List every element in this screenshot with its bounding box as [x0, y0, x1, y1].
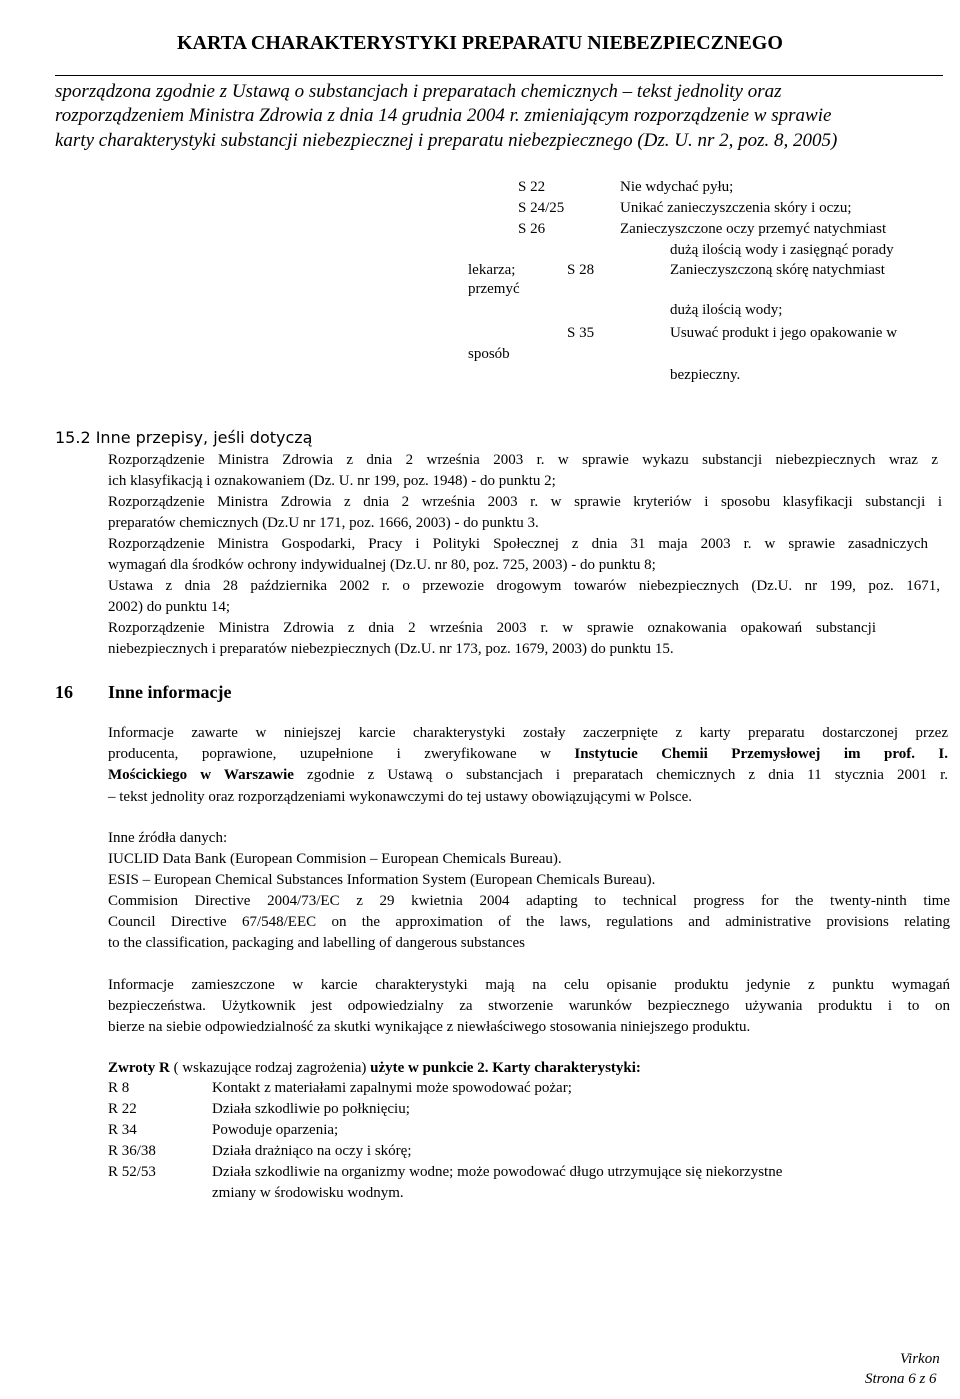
s22-code: S 22 — [518, 179, 546, 195]
regulation-line: wymagań dla środków ochrony indywidualnej (Dz.U. nr 80, poz. 725, 2003) - do punktu 8; — [108, 557, 656, 573]
header-rule — [55, 75, 943, 76]
sposob-text: sposób — [468, 346, 510, 362]
regulation-line: Ustawa z dnia 28 października 2002 r. o przewozie drogowym towarów niebezpiecznych (Dz.U. nr 199, poz. 1671, — [108, 578, 940, 594]
disclaimer-line: bierze na siebie odpowiedzialność za skutki wynikające z niewłaściwego stosowania niniejszego produktu. — [108, 1019, 751, 1035]
r22-text: Działa szkodliwie po połknięciu; — [212, 1101, 410, 1117]
r3638-text: Działa drażniąco na oczy i skórę; — [212, 1143, 412, 1159]
disclaimer-line: Informacje zamieszczone w karcie charakterystyki mają na celu opisanie produktu jedynie z punktu wymagań — [108, 977, 950, 993]
r8-text: Kontakt z materiałami zapalnymi może spowodować pożar; — [212, 1080, 572, 1096]
r5253-continuation: zmiany w środowisku wodnym. — [212, 1185, 404, 1201]
regulation-line: 2002) do punktu 14; — [108, 599, 231, 615]
institute-name: Instytucie Chemii Przemysłowej im prof. I. — [574, 746, 948, 762]
s35-text: Usuwać produkt i jego opakowanie w — [670, 325, 898, 341]
r5253-code: R 52/53 — [108, 1164, 156, 1180]
s26-continuation: dużą ilością wody i zasięgnąć porady — [670, 242, 894, 258]
header-subtitle-line-2: rozporządzeniem Ministra Zdrowia z dnia 14 grudnia 2004 r. zmieniającym rozporządzenie w sprawie — [55, 105, 832, 126]
s35-code: S 35 — [567, 325, 595, 341]
r8-code: R 8 — [108, 1080, 130, 1096]
regulation-line: preparatów chemicznych (Dz.U nr 171, poz. 1666, 2003) - do punktu 3. — [108, 515, 539, 531]
s28-text: Zanieczyszczoną skórę natychmiast — [670, 262, 885, 278]
regulation-line: Rozporządzenie Ministra Zdrowia z dnia 2 września 2003 r. w sprawie kryteriów i sposobu klasyfikacji substancji i — [108, 494, 942, 510]
footer-company: Virkon — [900, 1351, 940, 1367]
r34-code: R 34 — [108, 1122, 137, 1138]
przemyc-text: przemyć — [468, 281, 520, 297]
header-subtitle-line-1: sporządzona zgodnie z Ustawą o substancjach i preparatach chemicznych – tekst jednolity oraz — [55, 81, 782, 102]
s28-continuation: dużą ilością wody; — [670, 302, 783, 318]
footer-page-number: Strona 6 z 6 — [865, 1371, 937, 1387]
s26-code: S 26 — [518, 221, 546, 237]
info-paragraph-line: Mościckiego w Warszawie zgodnie z Ustawą o substancjach i preparatach chemicznych z dnia 11 stycznia 2001 r. — [108, 767, 948, 783]
r34-text: Powoduje oparzenia; — [212, 1122, 339, 1138]
source-item: Council Directive 67/548/EEC on the approximation of the laws, regulations and administrative provisions relating — [108, 914, 950, 930]
regulation-line: ich klasyfikacją i oznakowaniem (Dz. U. nr 199, poz. 1948) - do punktu 2; — [108, 473, 556, 489]
info-paragraph-line: Informacje zawarte w niniejszej karcie charakterystyki zostały zaczerpnięte z karty preparatu dostarczonej przez — [108, 725, 948, 741]
regulation-line: Rozporządzenie Ministra Zdrowia z dnia 2 września 2003 r. w sprawie wykazu substancji niebezpiecznych wraz z — [108, 452, 938, 468]
s2425-text: Unikać zanieczyszczenia skóry i oczu; — [620, 200, 852, 216]
s26-text: Zanieczyszczone oczy przemyć natychmiast — [620, 221, 887, 237]
source-item: Commision Directive 2004/73/EC z 29 kwietnia 2004 adapting to technical progress for the twenty-ninth time — [108, 893, 950, 909]
regulation-line: niebezpiecznych i preparatów niebezpiecznych (Dz.U. nr 173, poz. 1679, 2003) do punktu 15. — [108, 641, 674, 657]
r5253-text: Działa szkodliwie na organizmy wodne; może powodować długo utrzymujące się niekorzystne — [212, 1164, 783, 1180]
info-paragraph-line: producenta, poprawione, uzupełnione i zweryfikowane w Instytucie Chemii Przemysłowej im prof. I. — [108, 746, 948, 762]
r-phrases-heading: Zwroty R ( wskazujące rodzaj zagrożenia) użyte w punkcie 2. Karty charakterystyki: — [108, 1060, 641, 1076]
s2425-code: S 24/25 — [518, 200, 565, 216]
section-15-2-heading: 15.2 Inne przepisy, jeśli dotyczą — [55, 428, 313, 447]
source-item: to the classification, packaging and labelling of dangerous substances — [108, 935, 525, 951]
disclaimer-line: bezpieczeństwa. Użytkownik jest odpowiedzialny za stworzenie warunków bezpiecznego używania produktu i to on — [108, 998, 950, 1014]
header-subtitle-line-3: karty charakterystyki substancji niebezpiecznej i preparatu niebezpiecznego (Dz. U. nr 2, poz. 8, 2005) — [55, 130, 838, 151]
lekarza-text: lekarza; — [468, 262, 516, 278]
r3638-code: R 36/38 — [108, 1143, 156, 1159]
regulation-line: Rozporządzenie Ministra Gospodarki, Pracy i Polityki Społecznej z dnia 31 maja 2003 r. w sprawie zasadniczych — [108, 536, 928, 552]
section-16-heading: Inne informacje — [108, 682, 232, 702]
sources-heading: Inne źródła danych: — [108, 830, 228, 846]
source-item: IUCLID Data Bank (European Commision – European Chemicals Bureau). — [108, 851, 562, 867]
regulation-line: Rozporządzenie Ministra Zdrowia z dnia 2 września 2003 r. w sprawie oznakowania opakowań substancji — [108, 620, 876, 636]
s22-text: Nie wdychać pyłu; — [620, 179, 734, 195]
info-paragraph-line: – tekst jednolity oraz rozporządzeniami wykonawczymi do tej ustawy obowiązującymi w Polsce. — [108, 789, 692, 805]
s28-code: S 28 — [567, 262, 595, 278]
institute-location: Mościckiego w Warszawie — [108, 767, 294, 783]
r22-code: R 22 — [108, 1101, 137, 1117]
source-item: ESIS – European Chemical Substances Information System (European Chemicals Bureau). — [108, 872, 656, 888]
section-16-number: 16 — [55, 682, 73, 702]
s35-continuation: bezpieczny. — [670, 367, 741, 383]
document-title: KARTA CHARAKTERYSTYKI PREPARATU NIEBEZPIECZNEGO — [177, 32, 783, 54]
